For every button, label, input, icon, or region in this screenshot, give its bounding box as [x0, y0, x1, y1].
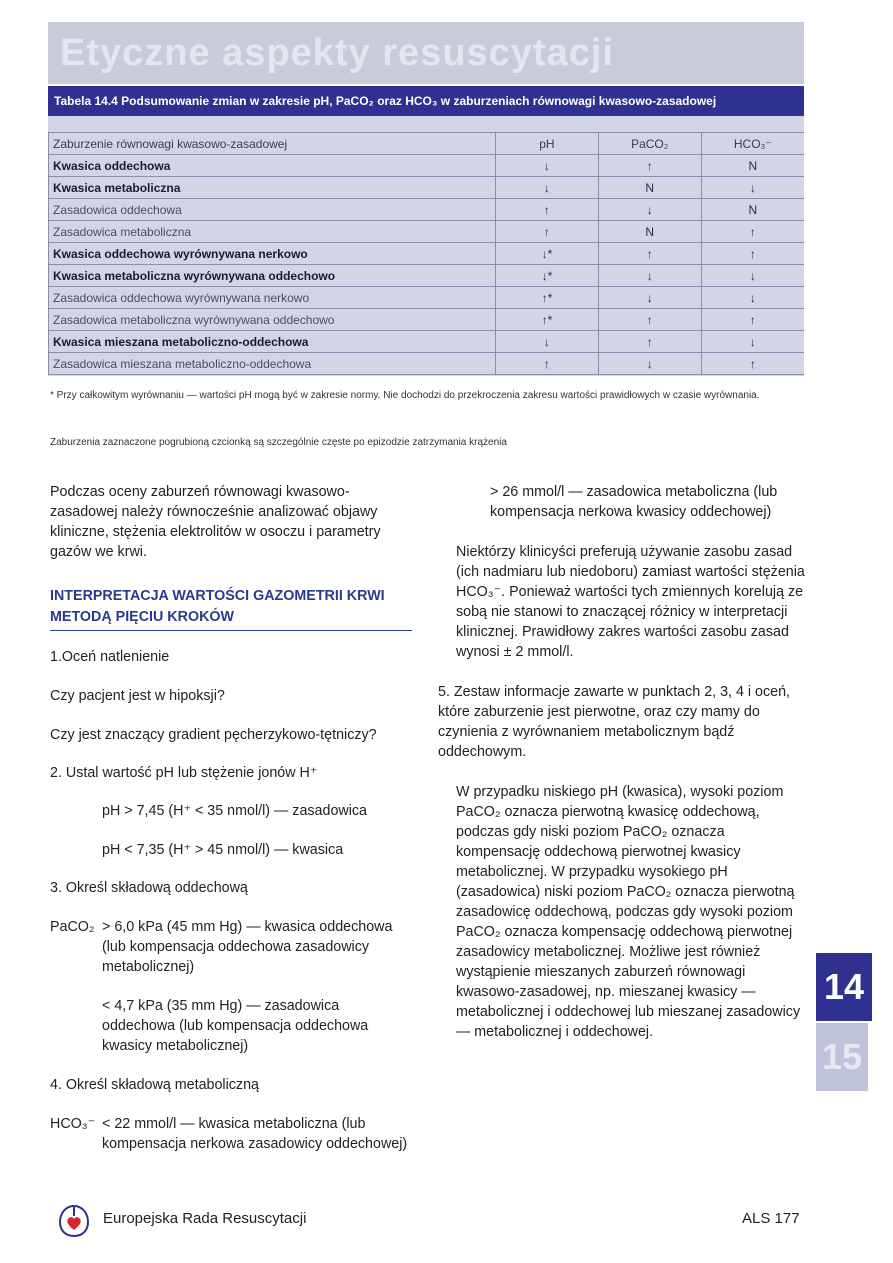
step-4: 4. Określ składową metaboliczną: [50, 1077, 259, 1093]
header-hco3: HCO₃⁻: [701, 133, 804, 155]
table-row: [49, 199, 805, 221]
table-footnote: * Przy całkowitym wyrównaniu — wartości pH mogą być w zakresie normy. Nie dochodzi do przekroczenia zakresu wartości prawidłowych w czasie wyrównania.: [50, 390, 760, 401]
ph-acidosis-criterion: pH < 7,35 (H⁺ > 45 nmol/l) — kwasica: [102, 842, 344, 858]
disorder-name: Zasadowica oddechowa wyrównywana nerkowo: [49, 287, 496, 309]
paco2-label: PaCO₂: [50, 919, 95, 935]
step-2: 2. Ustal wartość pH lub stężenie jonów H⁺: [50, 765, 318, 781]
step-1: 1.Oceń natlenienie: [50, 649, 170, 665]
hco3-value: ↑: [701, 309, 804, 331]
faded-chapter-title: [48, 22, 804, 84]
acid-base-table: [48, 132, 804, 375]
hco3-criteria: [50, 1114, 416, 1154]
disorder-name: Kwasica metaboliczna: [49, 177, 496, 199]
section-title: INTERPRETACJA WARTOŚCI GAZOMETRII KRWI METODĄ PIĘCIU KROKÓW: [50, 586, 412, 631]
ph-value: ↑*: [496, 309, 599, 331]
header-disorder: Zaburzenie równowagi kwasowo-zasadowej: [49, 133, 496, 155]
hco3-high-criterion: > 26 mmol/l — zasadowica metaboliczna (lub kompensacja nerkowa kwasicy oddechowej): [490, 484, 778, 520]
disorder-name: Zasadowica oddechowa: [49, 199, 496, 221]
ph-value: ↑: [496, 221, 599, 243]
table-row: [49, 309, 805, 331]
resuscitation-council-logo-icon: [54, 1200, 94, 1240]
hco3-label: HCO₃⁻: [50, 1116, 96, 1132]
table-row: [49, 155, 805, 177]
ph-value: ↑: [496, 199, 599, 221]
paco2-high-criterion: > 6,0 kPa (45 mm Hg) — kwasica oddechowa (lub kompensacja oddechowa zasadowicy metabolicznej): [102, 919, 393, 975]
footer-organization: Europejska Rada Resuscytacji: [103, 1210, 307, 1227]
paco2-value: ↑: [598, 309, 701, 331]
paco2-criteria: [50, 917, 416, 1056]
acid-base-table-panel: [48, 116, 804, 376]
ph-value: ↑*: [496, 287, 599, 309]
intro-paragraph: Podczas oceny zaburzeń równowagi kwasowo-zasadowej należy równocześnie analizować objawy kliniczne, stężenia elektrolitów w osoczu i parametry gazów we krwi.: [50, 484, 381, 560]
disorder-name: Kwasica mieszana metaboliczno-oddechowa: [49, 331, 496, 353]
header-paco2: PaCO₂: [598, 133, 701, 155]
paco2-value: ↑: [598, 243, 701, 265]
hco3-low-criterion: < 22 mmol/l — kwasica metaboliczna (lub kompensacja nerkowa zasadowicy oddechowej): [102, 1116, 408, 1152]
chapter-title-text: Etyczne aspekty resuscytacji: [60, 32, 614, 74]
question-gradient: Czy jest znaczący gradient pęcherzykowo-tętniczy?: [50, 727, 377, 743]
question-hypoxia: Czy pacjent jest w hipoksji?: [50, 688, 225, 704]
ph-value: ↓: [496, 331, 599, 353]
paco2-value: ↓: [598, 199, 701, 221]
step-3: 3. Określ składową oddechową: [50, 880, 248, 896]
table-caption: Tabela 14.4 Podsumowanie zmian w zakresie pH, PaCO₂ oraz HCO₃ w zaburzeniach równowagi kwasowo-zasadowej: [48, 86, 804, 116]
hco3-value: ↑: [701, 243, 804, 265]
paco2-value: ↓: [598, 265, 701, 287]
left-column: [50, 482, 416, 1154]
ph-value: ↓: [496, 155, 599, 177]
table-header-row: [49, 133, 805, 155]
table-bold-note: Zaburzenia zaznaczone pogrubioną czcionką są szczególnie częste po epizodzie zatrzymania krążenia: [50, 437, 507, 448]
ph-value: ↑: [496, 353, 599, 375]
hco3-value: ↓: [701, 331, 804, 353]
hco3-value: N: [701, 155, 804, 177]
table-row: [49, 177, 805, 199]
disorder-name: Zasadowica metaboliczna wyrównywana oddechowo: [49, 309, 496, 331]
disorder-name: Kwasica metaboliczna wyrównywana oddechowo: [49, 265, 496, 287]
right-column: [438, 482, 808, 1042]
hco3-value: ↓: [701, 177, 804, 199]
base-excess-paragraph: Niektórzy klinicyści preferują używanie zasobu zasad (ich nadmiaru lub niedoboru) zamiast wartości stężenia HCO₃⁻. Ponieważ wartości tych zmiennych korelują ze sobą nie stanowi to znaczącej różnicy w interpretacji klinicznej. Prawidłowy zakres wartości zasobu zasad wynosi ± 2 mmol/l.: [456, 544, 805, 660]
ph-value: ↓: [496, 177, 599, 199]
chapter-tab-14: 14: [816, 953, 872, 1021]
page-number: ALS 177: [742, 1210, 800, 1227]
disorder-name: Zasadowica mieszana metaboliczno-oddechowa: [49, 353, 496, 375]
hco3-value: N: [701, 199, 804, 221]
ph-value: ↓*: [496, 265, 599, 287]
header-ph: pH: [496, 133, 599, 155]
paco2-value: N: [598, 177, 701, 199]
ph-value: ↓*: [496, 243, 599, 265]
hco3-value: ↑: [701, 353, 804, 375]
step-5: 5. Zestaw informacje zawarte w punktach 2, 3, 4 i oceń, które zaburzenie jest pierwotne, oraz czy mamy do czynienia z wyrównaniem metabolicznym bądź oddechowym.: [438, 684, 791, 760]
summary-paragraph: W przypadku niskiego pH (kwasica), wysoki poziom PaCO₂ oznacza pierwotną kwasicę oddechową, podczas gdy niski poziom PaCO₂ oznacza kompensację oddechową pierwotnej kwasicy metabolicznej. W przypadku wysokiego pH (zasadowica) niski poziom PaCO₂ oznacza pierwotną zasadowicę oddechową, podczas gdy wysoki poziom PaCO₂ oznacza kompensację oddechową pierwotnej zasadowicy metabolicznej. Możliwe jest również wystąpienie mieszanych zaburzeń równowagi kwasowo-zasadowej, np. mieszanej kwasicy — metabolicznej i oddechowej lub mieszanej zasadowicy — metabolicznej i oddechowej.: [456, 784, 801, 1040]
paco2-value: ↓: [598, 287, 701, 309]
paco2-value: ↑: [598, 155, 701, 177]
ph-alkalosis-criterion: pH > 7,45 (H⁺ < 35 nmol/l) — zasadowica: [102, 803, 368, 819]
table-row: [49, 243, 805, 265]
hco3-value: ↓: [701, 265, 804, 287]
chapter-tab-15: 15: [816, 1023, 868, 1091]
disorder-name: Kwasica oddechowa: [49, 155, 496, 177]
paco2-low-criterion: < 4,7 kPa (35 mm Hg) — zasadowica oddechowa (lub kompensacja oddechowa kwasicy metabolicznej): [102, 998, 369, 1054]
paco2-value: ↑: [598, 331, 701, 353]
paco2-value: N: [598, 221, 701, 243]
hco3-value: ↓: [701, 287, 804, 309]
table-row: [49, 221, 805, 243]
table-row: [49, 331, 805, 353]
disorder-name: Kwasica oddechowa wyrównywana nerkowo: [49, 243, 496, 265]
table-row: [49, 353, 805, 375]
table-row: [49, 265, 805, 287]
table-row: [49, 287, 805, 309]
disorder-name: Zasadowica metaboliczna: [49, 221, 496, 243]
hco3-value: ↑: [701, 221, 804, 243]
paco2-value: ↓: [598, 353, 701, 375]
